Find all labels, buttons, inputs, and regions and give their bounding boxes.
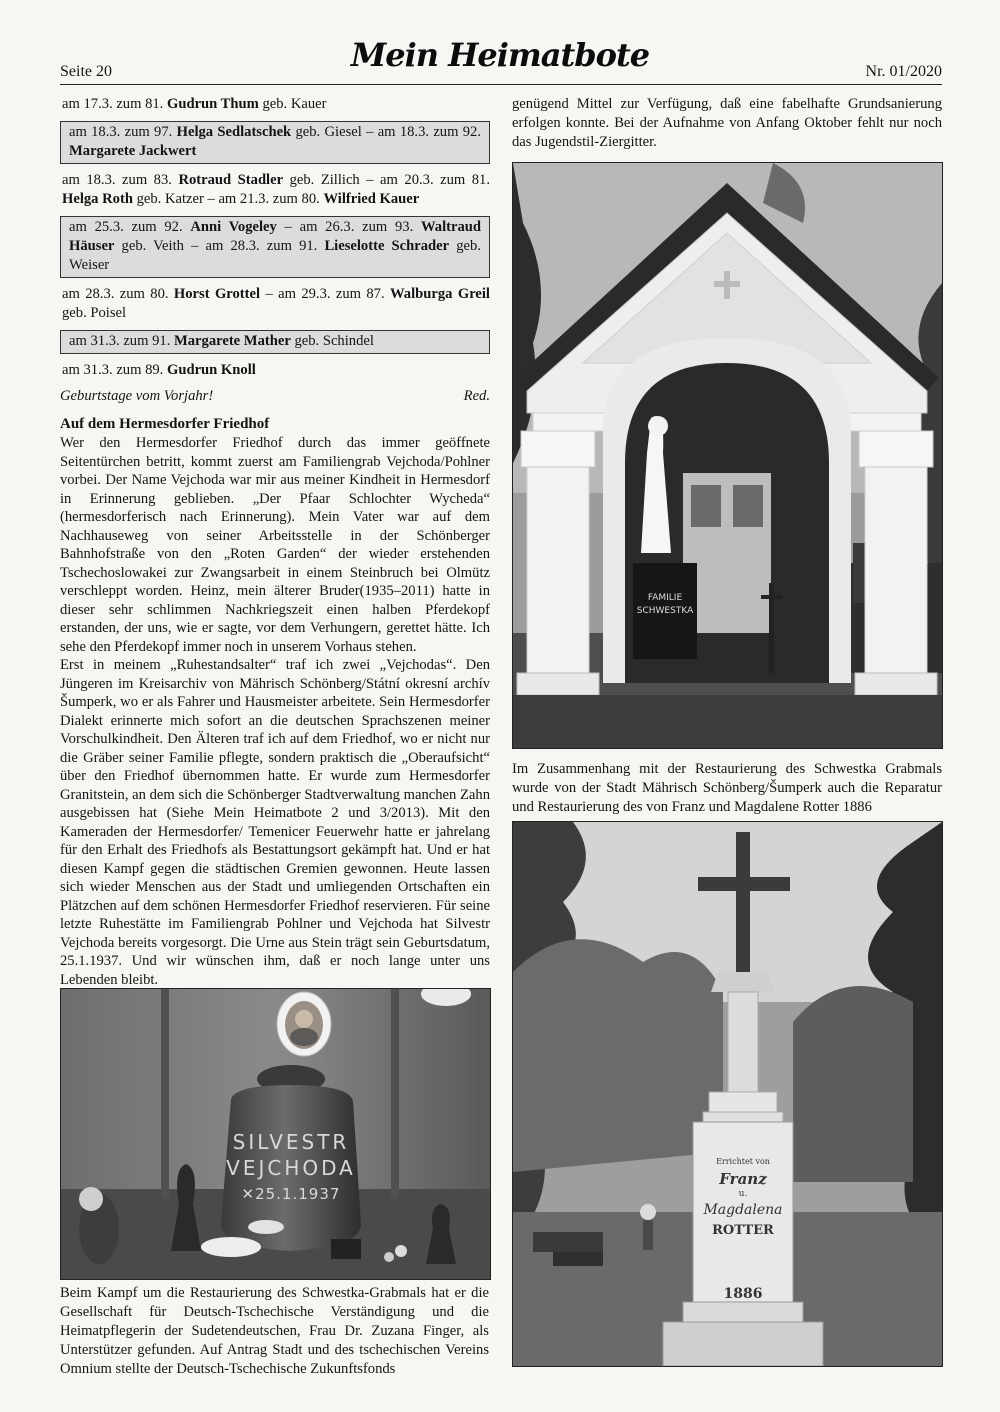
birthday-name: Lieselotte Schrader	[324, 238, 450, 254]
birthday-name: Margarete Mather	[173, 333, 291, 349]
birthday-detail: am 28.3. zum 80.	[62, 286, 174, 302]
chapel-plaque-name: SCHWESTKA	[636, 606, 694, 616]
birthday-list	[60, 95, 490, 380]
cross-inscription-magdalena: Magdalena	[703, 1202, 783, 1218]
birthday-name: Gudrun Thum	[166, 96, 259, 112]
birthday-detail: am 31.3. zum 91.	[69, 333, 174, 349]
masthead-title: Mein Heimatbote	[350, 36, 650, 74]
birthday-detail: am 17.3. zum 81.	[62, 96, 167, 112]
right-column	[512, 95, 942, 152]
cross-inscription-erected: Errichtet von	[716, 1157, 770, 1166]
birthday-detail: am 18.3. zum 97.	[69, 124, 177, 140]
birthday-name: Helga Roth	[62, 191, 133, 207]
page-number: Seite 20	[60, 63, 112, 80]
chapel-photo	[512, 162, 943, 749]
urn-caption: Beim Kampf um die Restaurierung des Schwestka-Grabmals hat er die Gesellschaft für Deutsch-Tschechische Verständigung und die Heimatpflegerin der Sudetendeutschen, Frau Dr. Zuzana Finger, als Unterstützer gefunden. Auf Antrag Stadt und des tschechischen Vereins Omnium stellte der Deutsch-Tschechische Zukunftsfonds	[60, 1285, 489, 1377]
left-column	[60, 95, 490, 989]
cross-inscription-franz: Franz	[719, 1170, 767, 1188]
birthday-entry	[60, 285, 490, 323]
urn-photo	[60, 988, 491, 1280]
birthday-detail: am 31.3. zum 89.	[62, 362, 167, 378]
header-rule	[60, 84, 942, 85]
birthday-entry	[60, 361, 490, 380]
urn-inscription-name: SILVESTR	[232, 1130, 350, 1154]
cross-inscription-year: 1886	[723, 1286, 763, 1302]
birthday-name: Anni Vogeley	[190, 219, 277, 235]
birthday-name: Horst Grottel	[173, 286, 261, 302]
chapel-plaque-family: FAMILIE	[647, 593, 683, 603]
chapel-caption: Im Zusammenhang mit der Restaurierung des Schwestka Grabmals wurde von der Stadt Mährisch Schönberg/Šumperk auch die Reparatur und Restaurierung des von Franz und Magdalene Rotter 1886	[512, 761, 942, 815]
birthday-detail: am 25.3. zum 92.	[69, 219, 191, 235]
birthday-entry-boxed	[60, 216, 490, 278]
birthday-detail: geb. Weiser	[69, 238, 481, 273]
birthday-detail: geb. Schindel	[290, 333, 374, 349]
greeting-signature: Red.	[463, 388, 490, 404]
greeting-text: Geburtstage vom Vorjahr!	[60, 388, 214, 404]
birthday-name: Gudrun Knoll	[166, 362, 256, 378]
birthday-detail: – am 29.3. zum 87.	[260, 286, 391, 302]
greeting-line	[60, 387, 490, 406]
article-paragraph: Erst in meinem „Ruhestandsalter“ traf ich zwei „Vejchodas“. Den Jüngeren im Kreisarchiv von Mährisch Schönberg/Státní okresní archív Šumperk, wo er als Fahrer und Hausmeister arbeitete. Sein Hermesdorfer Dialekt erinnerte mich sofort an die deutschen Sprachszenen meiner Vorschulkindheit. Den Älteren traf ich auf dem Friedhof, wo er nicht nur die Gräber seiner Familie pflegte, sondern praktisch die „Oberaufsicht“ über den Friedhof übernommen hatte. Er wurde zum Hermesdorfer Granitstein, an dem sich die Schönberger Stadtverwaltung manchen Zahn ausgebissen hat (Siehe Mein Heimatbote 2 und 3/2013). Mit den Kameraden der Hermesdorfer/ Temenicer Feuerwehr hatte er jahrelang für den Erhalt des Friedhofs als Bestattungsort gekämpft hat. Und er hat diesen Kampf gegen die städtischen Gremien gewonnen. Heute lassen sich wieder Menschen aus der Stadt und umliegenden Ortschaften ein Plätzchen auf dem schönen Hermesdorfer Friedhof reservieren. Für seine letzte Ruhestätte im Familiengrab Pohlner und Vejchoda hat Silvestr Vejchoda bereits vorgesorgt. Die Urne aus Stein trägt sein Geburtsdatum, 25.1.1937. Und wir wünschen ihm, daß er noch lange unter uns Lebenden bleibt.	[60, 657, 490, 988]
right-intro-text: genügend Mittel zur Verfügung, daß eine fabelhafte Grundsanierung erfolgen konnte. Bei der Aufnahme von Anfang Oktober fehlt nur noch das Jugendstil-Ziergitter.	[512, 96, 942, 150]
urn-inscription-surname: VEJCHODA	[226, 1156, 356, 1180]
birthday-detail: geb. Giesel – am 18.3. zum 92.	[291, 124, 481, 140]
birthday-detail: geb. Poisel	[62, 305, 127, 321]
birthday-name: Margarete Jackwert	[69, 143, 197, 159]
birthday-detail: – am 26.3. zum 93.	[276, 219, 421, 235]
cross-inscription-and: u.	[738, 1189, 748, 1199]
article-paragraph: Wer den Hermesdorfer Friedhof durch das immer geöffnete Seitentürchen betritt, kommt zuerst am Familiengrab Vejchoda/Pohlner vorbei. Der Name Vejchoda war mir aus meiner Kindheit in Hermesdorf in Erinnerung geblieben. „Der Pfaar Schlochter Wycheda“ (hermesdorferisch nach Erinnerung). Mein Vater war auf dem Nachhauseweg von seiner Arbeitsstelle in der Schönberger Bahnhofstraße von den „Roten Garden“ der wieder erstehenden Tschechoslowakei zur Zwangsarbeit in einem Steinbruch bei Olmütz verschleppt worden. Heinz, mein älterer Bruder(1935–2011) hatte in dieser sehr schlimmen Nachkriegszeit einen halben Pferdekopf erstanden, der uns, wie er sagte, vor dem Verhungern, gerettet hätte. Ich sehe den Pferdekopf immer noch in unserem Vorhaus stehen.	[60, 435, 490, 655]
birthday-entry	[60, 95, 490, 114]
birthday-name: Helga Sedlatschek	[176, 124, 292, 140]
urn-inscription-date: ✕25.1.1937	[241, 1185, 341, 1203]
cross-photo	[512, 821, 943, 1367]
birthday-name: Rotraud Stadler	[178, 172, 284, 188]
birthday-name: Wilfried Kauer	[323, 191, 420, 207]
birthday-detail: geb. Katzer – am 21.3. zum 80.	[132, 191, 324, 207]
birthday-detail: geb. Veith – am 28.3. zum 91.	[114, 238, 325, 254]
birthday-detail: geb. Zillich – am 20.3. zum 81.	[283, 172, 490, 188]
birthday-name: Walburga Greil	[390, 286, 490, 302]
birthday-entry	[60, 171, 490, 209]
cross-inscription-rotter: ROTTER	[712, 1223, 774, 1238]
birthday-name: Waltraud Häuser	[69, 219, 482, 254]
article-body	[60, 434, 490, 989]
birthday-detail: geb. Kauer	[258, 96, 327, 112]
birthday-entry-boxed	[60, 121, 490, 164]
article-title: Auf dem Hermesdorfer Friedhof	[60, 416, 270, 432]
issue-number: Nr. 01/2020	[865, 63, 942, 80]
birthday-entry-boxed	[60, 330, 490, 354]
birthday-detail: am 18.3. zum 83.	[62, 172, 179, 188]
